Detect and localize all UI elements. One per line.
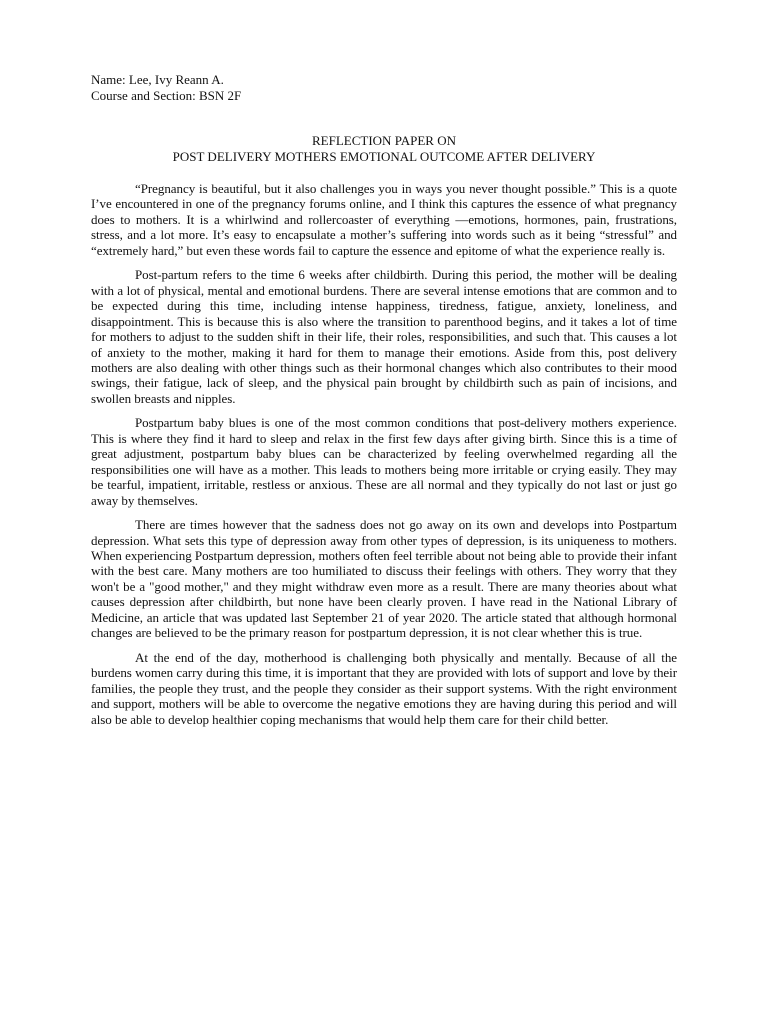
paper-body xyxy=(91,181,677,736)
course-section: Course and Section: BSN 2F xyxy=(91,88,242,103)
student-name: Name: Lee, Ivy Reann A. xyxy=(91,72,224,87)
paragraph-2: Post-partum refers to the time 6 weeks after childbirth. During this period, the mother will be dealing with a lot of physical, mental and emotional burdens. There are several intense emotions that are common and to be expected during this time, including intense happiness, tiredness, fatigue, anxiety, loneliness, and disappointment. This is because this is also where the transition to parenthood begins, and it takes a lot of time for mothers to adjust to the sudden shift in their life, their roles, responsibilities, and such that. This causes a lot of anxiety to the mother, making it hard for them to manage their emotions. Aside from this, post delivery mothers are also dealing with other things such as their hormonal changes which also contributes to their mood swings, their fatigue, lack of sleep, and the physical pain brought by childbirth such as pain of incisions, and swollen breasts and nipples. xyxy=(91,267,677,406)
paragraph-5: At the end of the day, motherhood is challenging both physically and mentally. Because of all the burdens women carry during this time, it is important that they are provided with lots of support and love by their families, the people they trust, and the people they consider as their support systems. With the right environment and support, mothers will be able to overcome the negative emotions they are having during this period and will also be able to develop healthier coping mechanisms that would help them care for their child better. xyxy=(91,649,677,727)
paragraph-1: “Pregnancy is beautiful, but it also challenges you in ways you never thought possible.” This is a quote I’ve encountered in one of the pregnancy forums online, and I think this captures the essence of what pregnancy does to mothers. It is a whirlwind and rollercoaster of everything —emotions, hormones, pain, frustrations, stress, and a lot more. It’s easy to encapsulate a mother’s suffering into words such as it being “stressful” and “extremely hard,” but even these words fail to capture the essence and epitome of what the experience really is. xyxy=(91,181,677,258)
paragraph-3: Postpartum baby blues is one of the most common conditions that post-delivery mothers experience. This is where they find it hard to sleep and relax in the first few days after giving birth. Since this is a time of great adjustment, postpartum baby blues can be characterized by feeling overwhelmed regarding all the responsibilities one will have as a mother. This leads to mothers being more irritable or crying easily. They may be tearful, impatient, irritable, restless or anxious. These are all normal and they typically do not last or just go away by themselves. xyxy=(91,415,677,508)
paper-title xyxy=(91,133,677,165)
title-line-2: POST DELIVERY MOTHERS EMOTIONAL OUTCOME AFTER DELIVERY xyxy=(172,149,596,164)
student-info xyxy=(91,72,241,104)
paragraph-4: There are times however that the sadness does not go away on its own and develops into Postpartum depression. What sets this type of depression away from other types of depression, is its uniqueness to mothers. When experiencing Postpartum depression, mothers often feel terrible about not being able to provide their infant with the best care. Many mothers are too humiliated to discuss their feelings with others. They worry that they won't be a "good mother," and they might withdraw even more as a result. There are many theories about what causes depression after childbirth, but none have been clearly proven. I have read in the National Library of Medicine, an article that was updated last September 21 of year 2020. The article stated that although hormonal changes are believed to be the primary reason for postpartum depression, it is not clear whether this is true. xyxy=(91,517,677,641)
title-line-1: REFLECTION PAPER ON xyxy=(312,133,456,148)
